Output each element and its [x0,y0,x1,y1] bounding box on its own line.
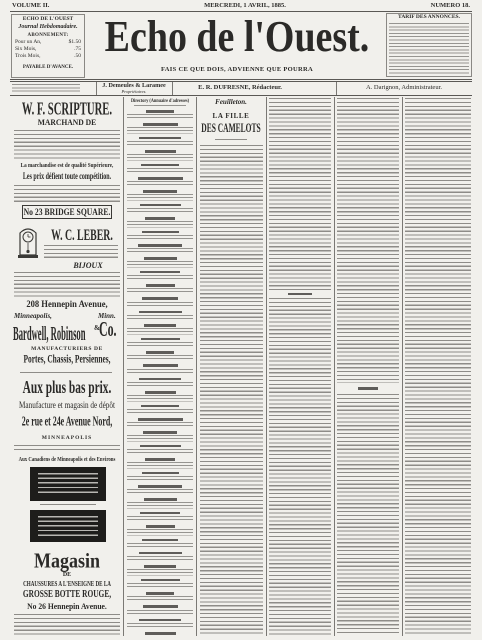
column-rule [402,97,403,636]
directory-entry-lines [127,462,193,468]
body-lines [14,445,120,453]
feuilleton-label: Feuilleton. [215,98,247,106]
directory-entry [127,605,193,615]
directory-entry [127,150,193,160]
directory-entry-name-mark [139,552,182,555]
directory-entry [127,204,193,214]
directory-entry [127,391,193,401]
masthead-title: Echo de l'Ouest. [104,13,370,62]
bardwell-ad-name: Bardwell, Robinson [13,321,86,345]
subscription-price: .50 [74,53,81,59]
directory-entry-name-mark [138,177,183,180]
directory-entry [127,257,193,267]
directory-entry-name-mark [144,565,176,568]
feuilleton-part-line [215,139,247,141]
directory-entry-lines [127,610,193,616]
directory-entry [127,123,193,133]
directory-entry [127,244,193,254]
directory-entry-name-mark [143,123,178,126]
header-rule [10,11,472,12]
subscription-paper-name: ECHO DE L'OUEST [22,16,74,22]
scripture-ad-address: No 23 BRIDGE SQUARE. [23,207,111,217]
directory-entry-lines [127,315,193,321]
directory-entry-name-mark [143,431,177,434]
directory-entry-name-mark [145,632,176,635]
leber-ad-address: 208 Hennepin Avenue, [26,299,108,309]
directory-entry [127,311,193,321]
directory-entry-name-mark [139,378,181,381]
directory-entry-name-mark [139,137,181,140]
editor-name: E. R. DUFRESNE, Rédacteur. [198,84,282,91]
directory-entry [127,338,193,348]
directory-entry-name-mark [145,217,175,220]
directory-entry-lines [127,275,193,281]
directory-entry [127,619,193,629]
directory-entry-lines [127,154,193,160]
directory-entry-name-mark [138,485,182,488]
directory-entry [127,418,193,428]
masthead-rule [10,79,472,80]
rates-table-lines [389,23,469,75]
directory-entry [127,592,193,602]
directory-entry-name-mark [145,391,176,394]
directory-entry [127,431,193,441]
directory-entry [127,351,193,361]
bardwell-ad-price: Aux plus bas prix. [22,378,112,398]
directory-entries [127,110,193,635]
directory-entry-lines [127,409,193,415]
directory-entry-name-mark [146,284,175,287]
bardwell-ad-ampersand: & [94,324,100,332]
volume-label: VOLUME II. [12,2,50,9]
leber-ad-name: W. C. LEBER. [51,225,113,244]
bardwell-ad-company: Co. [99,319,117,342]
directory-entry-name-mark [141,405,179,408]
subscription-row [15,47,81,53]
section-heading-mark [358,387,378,390]
bardwell-ad-products: Portes, Chassis, Persiennes, [23,353,111,367]
directory-entry-name-mark [142,539,178,542]
scripture-ad-trade: MARCHAND DE [37,118,97,127]
masthead-motto: FAIS CE QUE DOIS, ADVIENNE QUE POURRA [160,66,314,73]
clock-illustration [16,225,40,259]
directory-entry-lines [127,168,193,174]
directory-entry-name-mark [143,190,177,193]
feuilleton-body-lines [200,145,263,635]
directory-entry [127,271,193,281]
owners-role: Propriétaires. [121,89,147,94]
directory-entry-lines [127,516,193,522]
feuilleton-title-line2: DES CAMELOTS [201,121,261,136]
leber-ad-city: Minneapolis, [14,312,52,320]
directory-entry-lines [127,569,193,575]
directory-entry [127,324,193,334]
directory-entry [127,552,193,562]
subscription-note: PAYABLE D'AVANCE. [22,65,74,70]
directory-entry [127,458,193,468]
directory-entry-name-mark [143,364,178,367]
directory-entry [127,525,193,535]
directory-entry-lines [127,543,193,549]
directory-entry-name-mark [141,338,180,341]
leber-ad-tag: BIJOUX [73,261,103,270]
column-rule [334,97,335,636]
feuilleton-title-line1: LA FILLE [212,112,250,120]
directory-entry-name-mark [140,512,180,515]
directory-entry-name-mark [142,472,179,475]
directory-entry-lines [127,476,193,482]
directory-entry-name-mark [146,351,174,354]
directory-entry-lines [127,529,193,535]
shoe-store-body-lines [14,614,120,635]
directory-entry-name-mark [146,110,174,113]
section-heading-mark [288,293,312,295]
staff-divider [336,82,337,95]
masthead-rule [10,81,472,82]
article-body-lines [269,98,331,290]
directory-subtitle-lines [134,105,186,108]
directory-entry-lines [127,342,193,348]
directory-entry-lines [127,208,193,214]
directory-entry-name-mark [141,579,180,582]
directory-entry-name-mark [144,324,176,327]
directory-entry-name-mark [146,525,175,528]
scripture-ad-body-lines [14,130,120,160]
directory-entry-lines [127,248,193,254]
directory-entry [127,579,193,589]
directory-entry [127,472,193,482]
directory-entry-lines [127,623,193,629]
directory-entry-lines [127,489,193,495]
directory-entry-lines [127,355,193,361]
subscription-kind: Journal Hebdomadaire. [18,24,78,30]
directory-entry-lines [127,449,193,455]
directory-entry [127,231,193,241]
directory-entry-lines [127,596,193,602]
subscription-row [15,40,81,46]
directory-entry [127,137,193,147]
directory-entry [127,512,193,522]
directory-entry-lines [127,288,193,294]
directory-entry-lines [127,502,193,508]
directory-entry-lines [127,221,193,227]
directory-entry-lines [127,235,193,241]
article-body-lines [269,298,331,635]
directory-entry-name-mark [140,445,181,448]
shoe-store-title: Magasin [33,548,101,572]
directory-title: Directory (Annuaire d'adresses) [130,99,190,104]
directory-entry-name-mark [142,231,179,234]
printing-ad-banner [30,467,106,501]
directory-entry-name-mark [142,297,178,300]
bardwell-ad-city: MINNEAPOLIS [41,435,93,441]
directory-entry-name-mark [146,592,174,595]
directory-entry-lines [127,141,193,147]
scripture-ad-quality: La marchandise est de qualité Supérieure, [20,163,114,169]
directory-entry-name-mark [141,164,179,167]
directory-entry [127,110,193,120]
directory-entry [127,284,193,294]
article-body-lines [337,394,399,635]
article-body-lines [405,98,471,635]
bardwell-ad-body-lines [20,372,112,376]
staff-divider [172,82,173,95]
shoe-store-de: DE [62,572,72,578]
directory-entry-name-mark [138,418,183,421]
owners-name: J. Demeules & Laramee [102,82,166,89]
bardwell-ad-trade: MANUFACTURIERS DE [31,346,103,352]
rates-title: TARIF DES ANNONCES. [398,14,460,20]
directory-entry-name-mark [139,619,181,622]
column-rule [123,97,124,636]
directory-entry-lines [127,114,193,120]
printing-ad-banner [30,510,106,542]
directory-entry-lines [127,302,193,308]
directory-entry-lines [127,395,193,401]
directory-entry [127,364,193,374]
directory-entry [127,177,193,187]
directory-entry [127,445,193,455]
directory-entry [127,498,193,508]
directory-entry-lines [127,382,193,388]
issue-number: NUMERO 18. [430,2,470,9]
directory-entry-name-mark [144,498,177,501]
subscription-term: Trois Mois, [15,53,41,59]
subscription-term: Pour un An, [15,39,42,45]
shoe-store-line1: CHAUSSURES A L'ENSEIGNE DE LA [23,579,111,588]
directory-entry-lines [127,435,193,441]
administrator-name: A. Darignon, Administrateur. [365,84,443,91]
column-rule [196,97,197,636]
subscription-row [15,54,81,60]
directory-entry [127,190,193,200]
directory-entry-name-mark [145,458,175,461]
directory-entry-name-mark [140,204,181,207]
subscription-price: $1.50 [68,39,81,45]
scripture-ad-name: W. F. SCRIPTURE. [21,97,113,119]
directory-entry [127,485,193,495]
directory-entry [127,297,193,307]
shoe-store-address: No 26 Hennepin Avenue. [27,602,107,611]
directory-entry-name-mark [138,244,182,247]
directory-entry-name-mark [140,271,180,274]
directory-entry-lines [127,261,193,267]
directory-entry [127,164,193,174]
shoe-store-line2: GROSSE BOTTE ROUGE, [22,589,112,600]
directory-entry-lines [127,194,193,200]
leber-ad-body-lines [14,272,120,297]
body-lines [40,504,96,507]
canadians-notice: Aux Canadiens de Minneapolis et des Environs [18,456,116,463]
directory-entry-lines [127,369,193,375]
directory-entry-name-mark [139,311,182,314]
directory-entry-lines [127,583,193,589]
bardwell-ad-depot: Manufacture et magasin de dépôt [19,400,115,410]
directory-entry [127,539,193,549]
directory-entry-lines [127,328,193,334]
directory-entry-lines [127,181,193,187]
directory-entry-lines [127,422,193,428]
directory-entry [127,217,193,227]
directory-entry-lines [127,556,193,562]
bardwell-ad-address: 2e rue et 24e Avenue Nord, [21,414,113,430]
directory-entry [127,378,193,388]
scripture-ad-prices: Les prix défient toute compétition. [22,170,112,182]
directory-entry [127,405,193,415]
directory-entry [127,632,193,635]
leber-ad-state: Minn. [98,312,116,320]
issue-date: MERCREDI, 1 AVRIL, 1885. [204,2,286,9]
directory-entry [127,565,193,575]
subscription-term: Six Mois, [15,46,37,52]
staff-rule [10,95,472,96]
directory-entry-name-mark [143,605,178,608]
directory-entry-name-mark [144,257,177,260]
directory-entry-name-mark [145,150,176,153]
article-body-lines [337,98,399,383]
staff-divider [96,82,97,95]
subscription-label: ABONNEMENT: [27,33,69,38]
scripture-ad-body-lines [14,185,120,202]
column-rule [266,97,267,636]
directory-entry-lines [127,127,193,133]
leber-ad-body-lines [44,245,118,259]
office-address-lines [12,84,80,93]
subscription-price: .75 [74,46,81,52]
